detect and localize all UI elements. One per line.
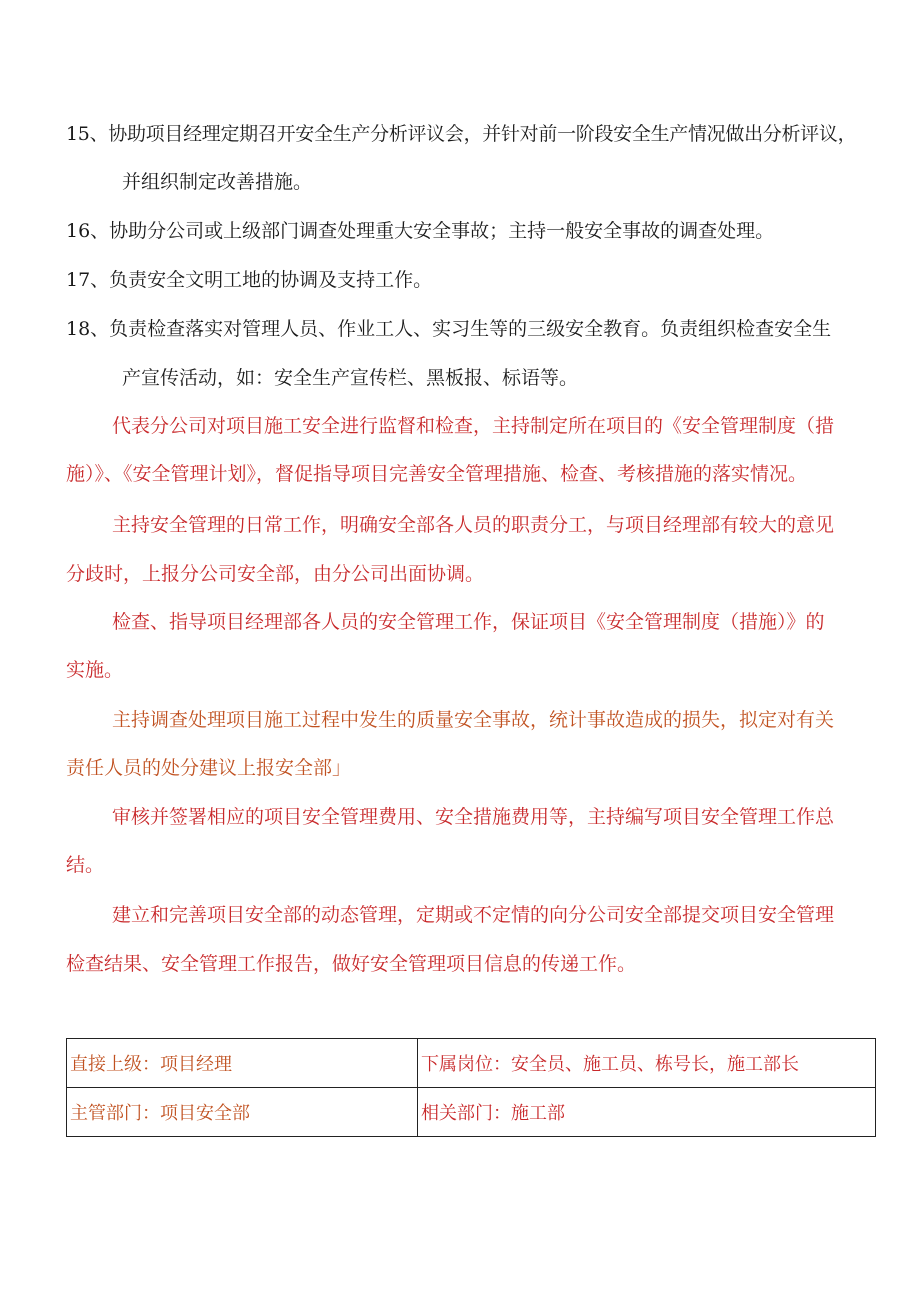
item-15-line-2: 并组织制定改善措施。 xyxy=(122,171,313,193)
table-row xyxy=(67,1039,876,1088)
table-row xyxy=(67,1088,876,1137)
item-17: 17、负责安全文明工地的协调及支持工作。 xyxy=(66,269,433,291)
related-department-cell: 相关部门：施工部 xyxy=(418,1088,876,1137)
paragraph-inspection-line-1: 检查、指导项目经理部各人员的安全管理工作，保证项目《安全管理制度（措施）》的 xyxy=(112,611,825,633)
position-info-table xyxy=(66,1038,876,1137)
item-15-line-1: 15、协助项目经理定期召开安全生产分析评议会，并针对前一阶段安全生产情况做出分析评议， xyxy=(66,123,857,145)
paragraph-daily-management-line-2: 分歧时，上报分公司安全部，由分公司出面协调。 xyxy=(66,563,485,585)
paragraph-daily-management-line-1: 主持安全管理的日常工作，明确安全部各人员的职责分工，与项目经理部有较大的意见 xyxy=(112,514,835,536)
paragraph-expenses-line-2: 结。 xyxy=(66,854,105,876)
paragraph-supervision-line-2: 施）》、《安全管理计划》，督促指导项目完善安全管理措施、检查、考核措施的落实情况。 xyxy=(66,463,808,485)
item-18-line-2: 产宣传活动，如：安全生产宣传栏、黑板报、标语等。 xyxy=(122,367,579,389)
subordinate-positions-cell: 下属岗位：安全员、施工员、栋号长，施工部长 xyxy=(418,1039,876,1088)
supervising-department-cell: 主管部门：项目安全部 xyxy=(67,1088,418,1137)
item-18-line-1: 18、负责检查落实对管理人员、作业工人、实习生等的三级安全教育。负责组织检查安全生 xyxy=(66,318,832,340)
superior-cell: 直接上级：项目经理 xyxy=(67,1039,418,1088)
paragraph-supervision-line-1: 代表分公司对项目施工安全进行监督和检查，主持制定所在项目的《安全管理制度（措 xyxy=(112,415,835,437)
paragraph-accident-line-2: 责任人员的处分建议上报安全部」 xyxy=(66,757,352,779)
paragraph-dynamic-management-line-2: 检查结果、安全管理工作报告，做好安全管理项目信息的传递工作。 xyxy=(66,953,637,975)
paragraph-accident-line-1: 主持调查处理项目施工过程中发生的质量安全事故，统计事故造成的损失，拟定对有关 xyxy=(112,709,835,731)
paragraph-inspection-line-2: 实施。 xyxy=(66,659,124,681)
item-16: 16、协助分公司或上级部门调查处理重大安全事故；主持一般安全事故的调查处理。 xyxy=(66,220,775,242)
paragraph-expenses-line-1: 审核并签署相应的项目安全管理费用、安全措施费用等，主持编写项目安全管理工作总 xyxy=(112,806,835,828)
paragraph-dynamic-management-line-1: 建立和完善项目安全部的动态管理，定期或不定情的向分公司安全部提交项目安全管理 xyxy=(112,904,835,926)
